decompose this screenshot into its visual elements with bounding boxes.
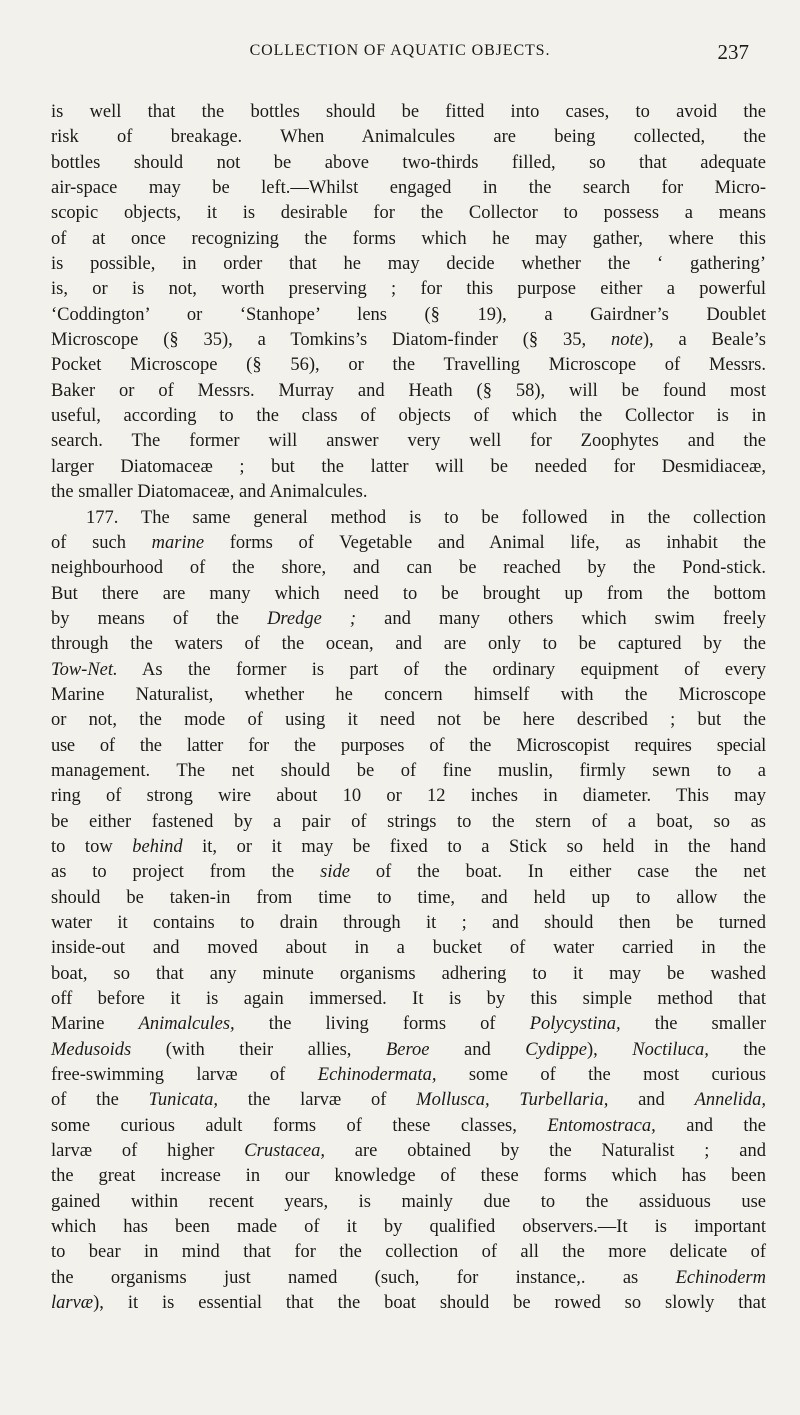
text-line: should be taken-in from time to time, and held up to allow the (51, 887, 766, 908)
text-line: to bear in mind that for the collection of all the more delicate of (51, 1242, 766, 1263)
text-line: by means of the Dredge ; and many others which swim freely (51, 608, 766, 629)
text-line: to tow behind it, or it may be fixed to a Stick so held in the hand (51, 836, 766, 857)
text-line: of at once recognizing the forms which he may gather, where this (51, 228, 766, 249)
text-line: which has been made of it by qualified observers.—It is important (51, 1217, 766, 1238)
text-line: of such marine forms of Vegetable and Animal life, as inhabit the (51, 532, 766, 553)
text-line: some curious adult forms of these classes, Entomostraca, and the (51, 1115, 767, 1136)
text-line: Baker or of Messrs. Murray and Heath (§ 58), will be found most (51, 380, 766, 401)
text-line: Microscope (§ 35), a Tomkins’s Diatom-finder (§ 35, note), a Beale’s (51, 330, 766, 351)
text-line: the organisms just named (such, for instance,. as Echinoderm (51, 1267, 766, 1288)
text-line: through the waters of the ocean, and are only to be captured by the (51, 634, 766, 655)
text-line: Tow-Net. As the former is part of the ordinary equipment of every (51, 659, 766, 680)
text-line: useful, according to the class of objects of which the Collector is in (51, 406, 766, 427)
text-line: Pocket Microscope (§ 56), or the Travelling Microscope of Messrs. (51, 355, 766, 376)
text-line: gained within recent years, is mainly due to the assiduous use (51, 1191, 766, 1212)
text-line: management. The net should be of fine muslin, firmly sewn to a (51, 760, 766, 781)
text-line: free-swimming larvæ of Echinodermata, some of the most curious (51, 1065, 766, 1086)
text-line: scopic objects, it is desirable for the Collector to possess a means (51, 203, 766, 224)
text-line: ‘Coddington’ or ‘Stanhope’ lens (§ 19), a Gairdner’s Doublet (51, 304, 766, 325)
text-line: the great increase in our knowledge of these forms which has been (51, 1166, 766, 1187)
text-line: bottles should not be above two-thirds filled, so that adequate (51, 152, 766, 173)
body-text (51, 100, 766, 1317)
section-177-start: 177. The same general method is to be followed in the collection (86, 507, 766, 528)
text-line: is possible, in order that he may decide whether the ‘ gathering’ (51, 254, 766, 275)
text-line: risk of breakage. When Animalcules are being collected, the (51, 127, 766, 148)
text-line: the smaller Diatomaceæ, and Animalcules. (51, 482, 368, 503)
text-line: search. The former will answer very well for Zoophytes and the (51, 431, 766, 452)
text-line: neighbourhood of the shore, and can be reached by the Pond-stick. (51, 558, 766, 579)
text-line: be either fastened by a pair of strings to the stern of a boat, so as (51, 811, 766, 832)
running-title: COLLECTION OF AQUATIC OBJECTS. (249, 42, 551, 59)
text-line: Marine Naturalist, whether he concern himself with the Microscope (51, 684, 766, 705)
text-line: larvæ of higher Crustacea, are obtained by the Naturalist ; and (51, 1141, 766, 1162)
text-line: or not, the mode of using it need not be here described ; but the (51, 710, 766, 731)
text-line: ring of strong wire about 10 or 12 inches in diameter. This may (51, 786, 766, 807)
text-line: is well that the bottles should be fitted into cases, to avoid the (51, 102, 766, 122)
text-line: water it contains to drain through it ; and should then be turned (51, 913, 766, 933)
text-line: larvæ), it is essential that the boat should be rowed so slowly that (51, 1293, 766, 1314)
text-line: use of the latter for the purposes of the Microscopist requires special (51, 735, 766, 756)
text-line: boat, so that any minute organisms adhering to it may be washed (51, 963, 766, 984)
text-line: of the Tunicata, the larvæ of Mollusca, Turbellaria, and Annelida, (51, 1090, 766, 1111)
text-line: larger Diatomaceæ ; but the latter will be needed for Desmidiaceæ, (51, 456, 766, 477)
text-line: is, or is not, worth preserving ; for this purpose either a powerful (51, 279, 766, 300)
page-number: 237 (717, 40, 749, 64)
text-line: off before it is again immersed. It is by this simple method that (51, 989, 766, 1010)
text-line: air-space may be left.—Whilst engaged in the search for Micro- (51, 178, 766, 199)
text-line: as to project from the side of the boat. In either case the net (51, 862, 767, 883)
text-line: But there are many which need to be brought up from the bottom (51, 583, 766, 604)
text-line: Medusoids (with their allies, Beroe and Cydippe), Noctiluca, the (51, 1039, 767, 1060)
text-line: Marine Animalcules, the living forms of Polycystina, the smaller (51, 1014, 766, 1035)
running-head (0, 40, 800, 70)
text-line: inside-out and moved about in a bucket of water carried in the (51, 938, 766, 959)
